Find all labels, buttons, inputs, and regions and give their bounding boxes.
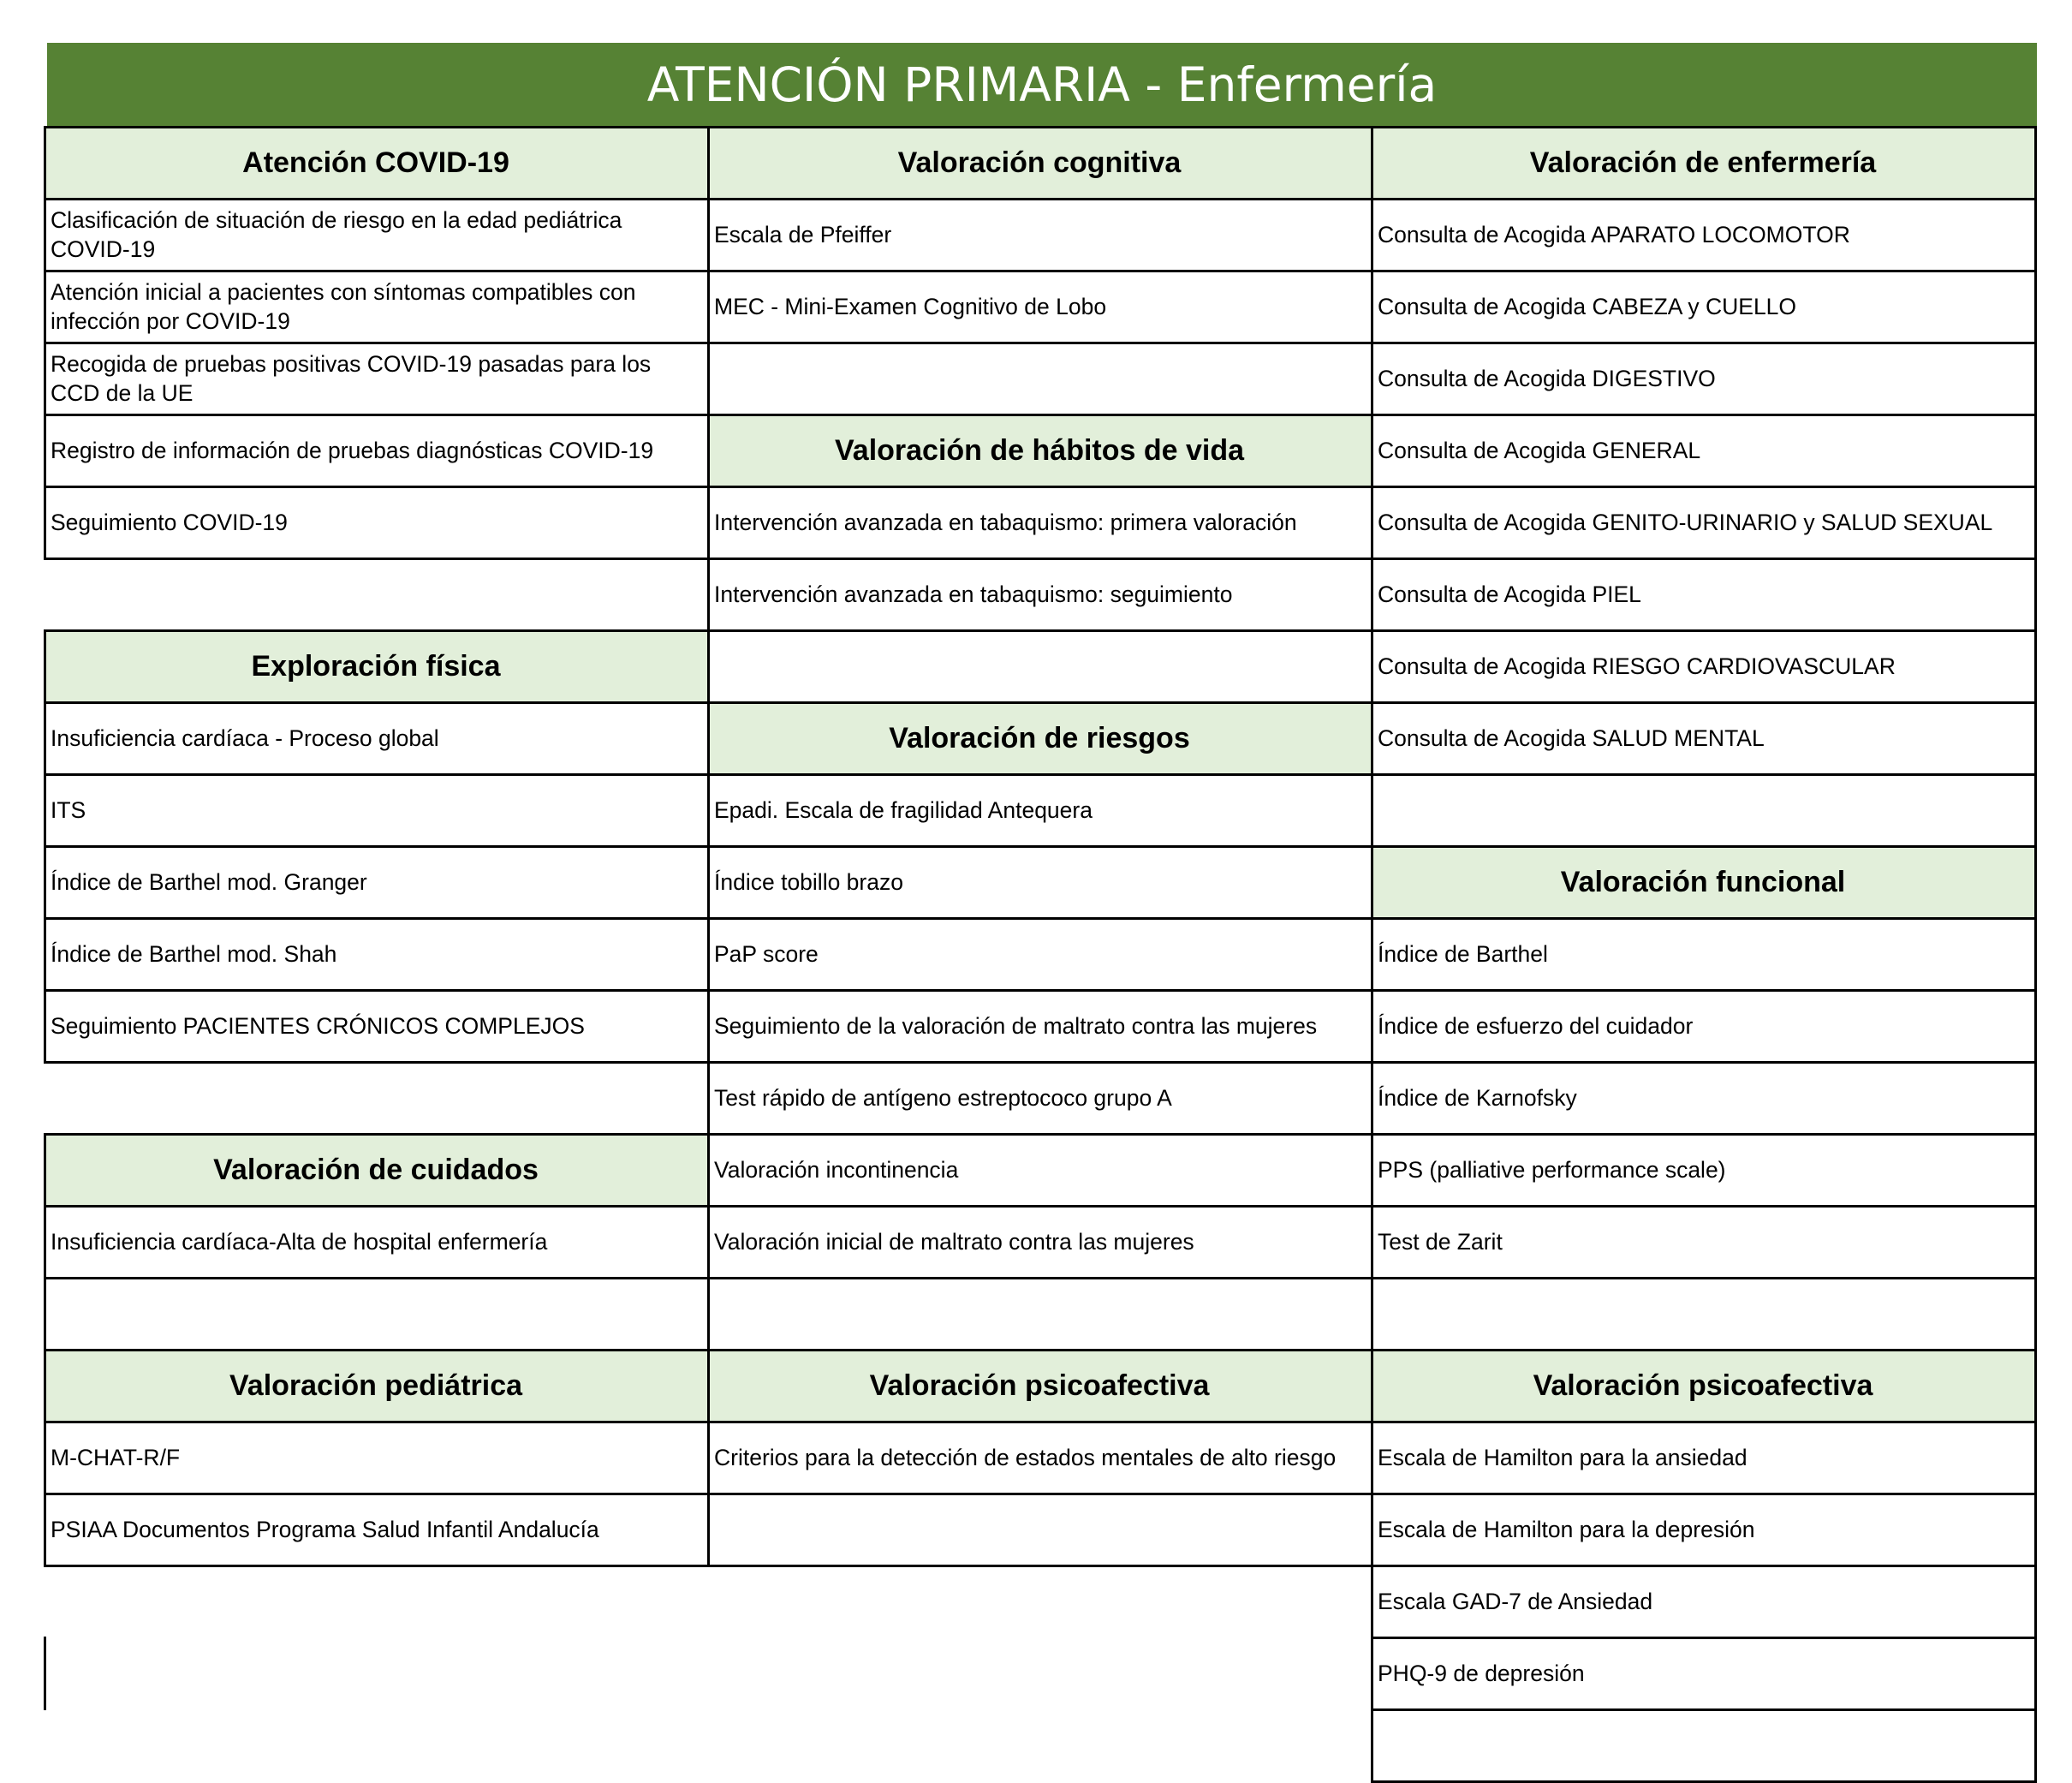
item-link[interactable]: Consulta de Acogida GENERAL <box>1378 438 1701 463</box>
item-link[interactable]: Escala de Hamilton para la depresión <box>1378 1517 1755 1542</box>
section-header: Valoración psicoafectiva <box>708 1350 1371 1422</box>
section-header: Valoración funcional <box>1372 846 2034 918</box>
item-link[interactable]: Seguimiento de la valoración de maltrato contra las mujeres <box>714 1013 1318 1039</box>
item-link[interactable]: Consulta de Acogida DIGESTIVO <box>1378 366 1716 391</box>
section-header: Exploración física <box>45 630 707 702</box>
column-middle <box>708 127 1371 1494</box>
empty-cell <box>708 630 1371 702</box>
empty-cell <box>708 1278 1371 1350</box>
item-link[interactable]: ITS <box>51 797 86 823</box>
section-header: Valoración de enfermería <box>1372 127 2034 199</box>
item-link[interactable]: Intervención avanzada en tabaquismo: primera valoración <box>714 510 1297 535</box>
item-link[interactable]: Atención inicial a pacientes con síntomas compatibles con infección por COVID-19 <box>51 279 636 334</box>
item-link[interactable]: Consulta de Acogida GENITO-URINARIO y SALUD SEXUAL <box>1378 510 1993 535</box>
item-link[interactable]: Test rápido de antígeno estreptococo grupo A <box>714 1085 1172 1111</box>
item-link[interactable]: Intervención avanzada en tabaquismo: seguimiento <box>714 581 1233 607</box>
section-header: Valoración de cuidados <box>45 1134 707 1206</box>
item-link[interactable]: MEC - Mini-Examen Cognitivo de Lobo <box>714 294 1107 319</box>
item-link[interactable]: PPS (palliative performance scale) <box>1378 1157 1726 1183</box>
section-header: Valoración pediátrica <box>45 1350 707 1422</box>
section-header: Valoración psicoafectiva <box>1372 1350 2034 1422</box>
empty-cell <box>45 1278 707 1350</box>
item-link[interactable]: PHQ-9 de depresión <box>1378 1661 1585 1686</box>
item-link[interactable]: Consulta de Acogida RIESGO CARDIOVASCULAR <box>1378 653 1896 679</box>
item-link[interactable]: Consulta de Acogida APARATO LOCOMOTOR <box>1378 222 1850 247</box>
page-title: ATENCIÓN PRIMARIA - Enfermería <box>47 43 2037 126</box>
item-link[interactable]: Índice de Barthel mod. Granger <box>51 869 367 895</box>
item-link[interactable]: Epadi. Escala de fragilidad Antequera <box>714 797 1093 823</box>
section-header: Atención COVID-19 <box>45 127 707 199</box>
empty-cell <box>1372 1278 2034 1350</box>
item-link[interactable]: Criterios para la detección de estados mentales de alto riesgo <box>714 1445 1337 1470</box>
section-header: Valoración de riesgos <box>708 702 1371 774</box>
item-link[interactable]: PSIAA Documentos Programa Salud Infantil Andalucía <box>51 1517 599 1542</box>
item-link[interactable]: Test de Zarit <box>1378 1229 1503 1255</box>
item-link[interactable]: Consulta de Acogida PIEL <box>1378 581 1641 607</box>
section-header: Valoración cognitiva <box>708 127 1371 199</box>
empty-cell <box>45 558 707 630</box>
empty-cell <box>45 1062 707 1134</box>
item-link[interactable]: Escala de Hamilton para la ansiedad <box>1378 1445 1748 1470</box>
item-link[interactable]: Escala GAD-7 de Ansiedad <box>1378 1589 1653 1614</box>
item-link[interactable]: Consulta de Acogida CABEZA y CUELLO <box>1378 294 1797 319</box>
item-link[interactable]: M-CHAT-R/F <box>51 1445 181 1470</box>
item-link[interactable]: PaP score <box>714 941 819 967</box>
item-link[interactable]: Insuficiencia cardíaca-Alta de hospital enfermería <box>51 1229 548 1255</box>
item-link[interactable]: Recogida de pruebas positivas COVID-19 pasadas para los CCD de la UE <box>51 351 652 406</box>
item-link[interactable]: Consulta de Acogida SALUD MENTAL <box>1378 725 1765 751</box>
item-link[interactable]: Valoración incontinencia <box>714 1157 959 1183</box>
item-link[interactable]: Índice de Barthel mod. Shah <box>51 941 337 967</box>
item-link[interactable]: Clasificación de situación de riesgo en la edad pediátrica COVID-19 <box>51 207 622 262</box>
empty-cell <box>708 343 1371 414</box>
item-link[interactable]: Insuficiencia cardíaca - Proceso global <box>51 725 439 751</box>
item-link[interactable]: Escala de Pfeiffer <box>714 222 892 247</box>
section-header: Valoración de hábitos de vida <box>708 414 1371 486</box>
item-link[interactable]: Índice de Barthel <box>1378 941 1548 967</box>
item-link[interactable]: Seguimiento PACIENTES CRÓNICOS COMPLEJOS <box>51 1013 585 1039</box>
item-link[interactable]: Valoración inicial de maltrato contra las mujeres <box>714 1229 1194 1255</box>
item-link[interactable]: Índice tobillo brazo <box>714 869 903 895</box>
item-link[interactable]: Registro de información de pruebas diagnósticas COVID-19 <box>51 438 654 463</box>
empty-cell <box>1372 774 2034 846</box>
item-link[interactable]: Índice de esfuerzo del cuidador <box>1378 1013 1694 1039</box>
item-link[interactable]: Seguimiento COVID-19 <box>51 510 288 535</box>
item-link[interactable]: Índice de Karnofsky <box>1378 1085 1577 1111</box>
